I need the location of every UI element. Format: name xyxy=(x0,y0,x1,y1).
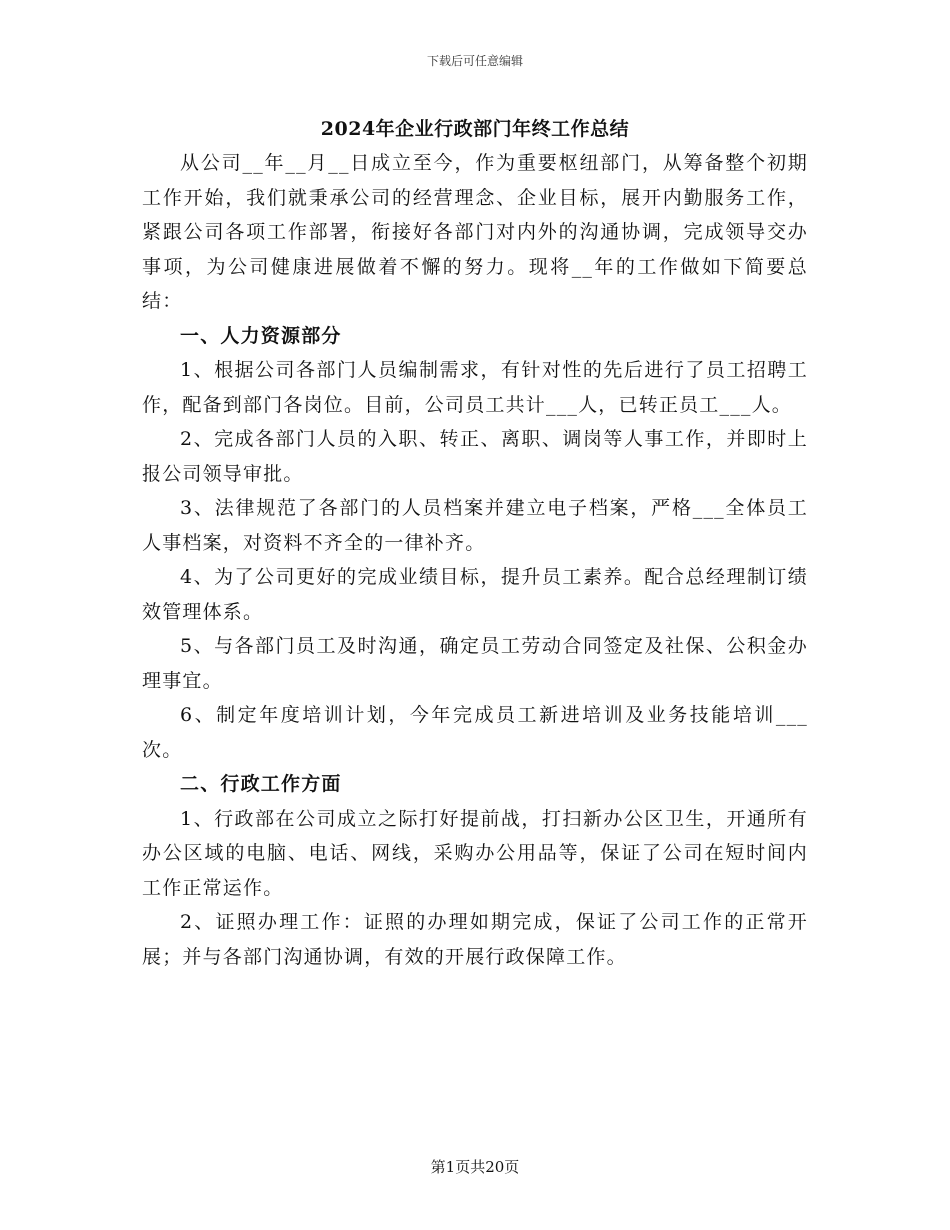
list-item: 2、证照办理工作：证照的办理如期完成，保证了公司工作的正常开展；并与各部门沟通协调，有效的开展行政保障工作。 xyxy=(142,911,808,968)
section-heading-admin: 二、行政工作方面 xyxy=(180,773,342,795)
list-item: 1、行政部在公司成立之际打好提前战，打扫新办公区卫生，开通所有办公区域的电脑、电话、网线，采购办公用品等，保证了公司在短时间内工作正常运作。 xyxy=(142,807,808,899)
header-note: 下载后可任意编辑 xyxy=(426,54,523,68)
list-item: 1、根据公司各部门人员编制需求，有针对性的先后进行了员工招聘工作，配备到部门各岗位。目前，公司员工共计___人，已转正员工___人。 xyxy=(142,359,808,416)
section-heading-hr: 一、人力资源部分 xyxy=(180,324,342,347)
list-item: 5、与各部门员工及时沟通，确定员工劳动合同签定及社保、公积金办理事宜。 xyxy=(142,635,808,692)
page-number: 第1页共20页 xyxy=(430,1158,520,1176)
document-body xyxy=(142,146,808,974)
list-item: 2、完成各部门人员的入职、转正、离职、调岗等人事工作，并即时上报公司领导审批。 xyxy=(142,428,808,485)
document-title: 2024年企业行政部门年终工作总结 xyxy=(320,118,630,140)
list-item: 4、为了公司更好的完成业绩目标，提升员工素养。配合总经理制订绩效管理体系。 xyxy=(142,566,808,623)
list-item: 3、法律规范了各部门的人员档案并建立电子档案，严格___全体员工人事档案，对资料不齐全的一律补齐。 xyxy=(142,497,808,554)
list-item: 6、制定年度培训计划，今年完成员工新进培训及业务技能培训___次。 xyxy=(142,704,808,761)
intro-paragraph: 从公司__年__月__日成立至今，作为重要枢纽部门，从筹备整个初期工作开始，我们就秉承公司的经营理念、企业目标，展开内勤服务工作，紧跟公司各项工作部署，衔接好各部门对内外的沟通协调，完成领导交办事项，为公司健康进展做着不懈的努力。现将__年的工作做如下简要总结： xyxy=(142,152,808,312)
